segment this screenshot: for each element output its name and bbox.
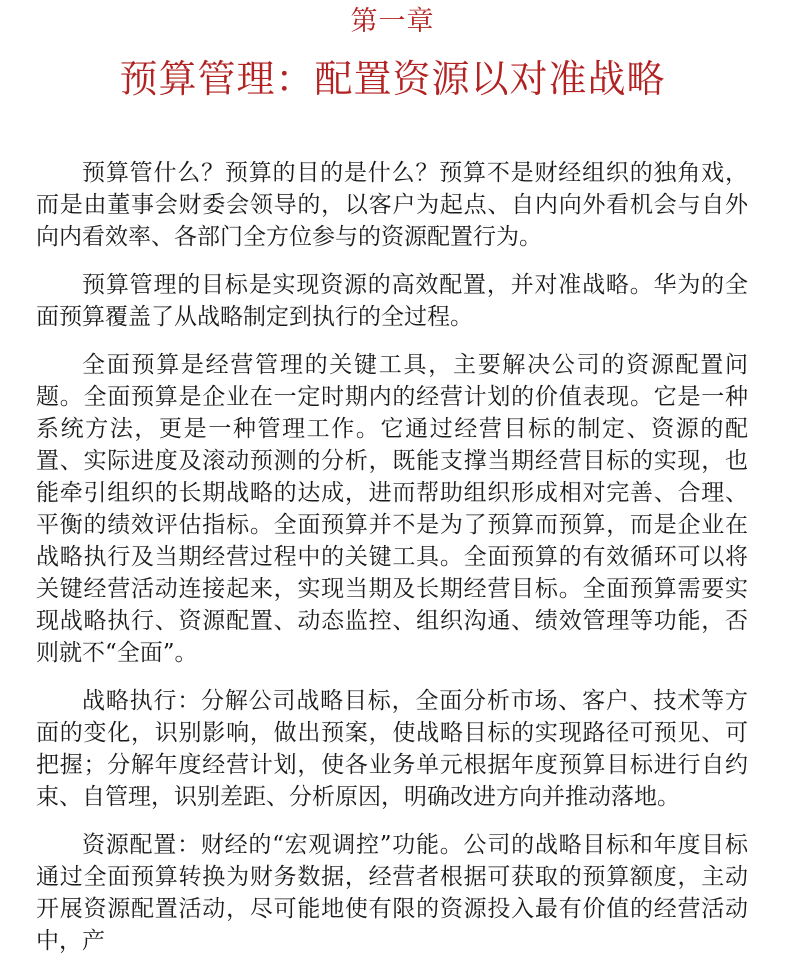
paragraph-intro: 预算管什么？预算的目的是什么？预算不是财经组织的独角戏，而是由董事会财委会领导的，以客户为起点、自内向外看机会与自外向内看效率、各部门全方位参与的资源配置行为。 xyxy=(36,160,748,250)
paragraph-resource-allocation: 资源配置：财经的“宏观调控”功能。公司的战略目标和年度目标通过全面预算转换为财务数据，经营者根据可获取的预算额度，主动开展资源配置活动，尽可能地使有限的资源投入最有价值的经营活动中，产 xyxy=(36,832,748,954)
paragraph-goal: 预算管理的目标是实现资源的高效配置，并对准战略。华为的全面预算覆盖了从战略制定到执行的全过程。 xyxy=(36,272,748,330)
document-body xyxy=(36,157,748,973)
chapter-label: 第一章 xyxy=(350,6,435,37)
paragraph-strategy-execution: 战略执行：分解公司战略目标，全面分析市场、客户、技术等方面的变化，识别影响，做出预案，使战略目标的实现路径可预见、可把握；分解年度经营计划，使各业务单元根据年度预算目标进行自约束、自管理，识别差距、分析原因，明确改进方向并推动落地。 xyxy=(36,688,748,810)
paragraph-comprehensive-budget: 全面预算是经营管理的关键工具，主要解决公司的资源配置问题。全面预算是企业在一定时期内的经营计划的价值表现。它是一种系统方法，更是一种管理工作。它通过经营目标的制定、资源的配置、实际进度及滚动预测的分析，既能支撑当期经营目标的实现，也能牵引组织的长期战略的达成，进而帮助组织形成相对完善、合理、平衡的绩效评估指标。全面预算并不是为了预算而预算，而是企业在战略执行及当期经营过程中的关键工具。全面预算的有效循环可以将关键经营活动连接起来，实现当期及长期经营目标。全面预算需要实现战略执行、资源配置、动态监控、组织沟通、绩效管理等功能，否则就不“全面”。 xyxy=(36,352,748,666)
chapter-title: 预算管理：配置资源以对准战略 xyxy=(119,57,666,101)
